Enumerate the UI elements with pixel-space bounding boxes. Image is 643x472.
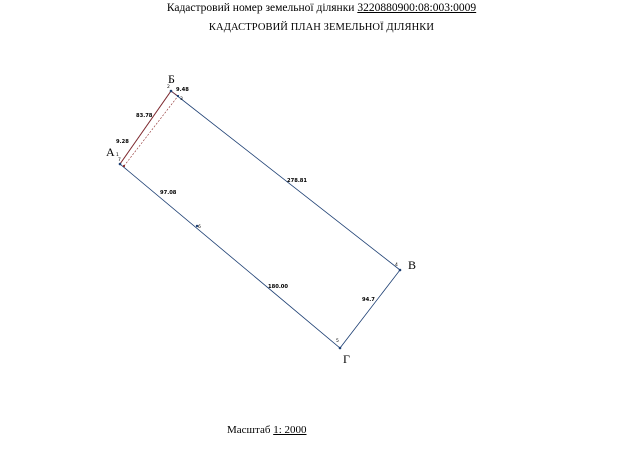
corner-label-g: Г xyxy=(343,352,350,366)
point-marker-5 xyxy=(339,347,342,350)
inner-strip-line xyxy=(124,96,178,166)
point-marker-3 xyxy=(177,95,179,97)
corner-label-v: В xyxy=(408,258,417,272)
point-number-1: 1 xyxy=(116,153,119,158)
dimension-v-g: 94.7 xyxy=(362,297,375,303)
parcel-boundary xyxy=(120,91,400,348)
point-number-5: 5 xyxy=(336,339,339,344)
dimension-a-g-lower: 180.00 xyxy=(268,284,289,290)
corner-label-a: А xyxy=(106,145,115,159)
cadastral-label: Кадастровий номер земельної ділянки xyxy=(166,2,355,14)
point-marker-7 xyxy=(123,165,125,167)
dimension-b-v: 278.81 xyxy=(287,178,308,184)
point-marker-2 xyxy=(170,90,173,93)
point-number-2: 2 xyxy=(167,85,170,90)
point-marker-1 xyxy=(119,163,122,166)
point-number-4: 4 xyxy=(395,263,398,268)
point-number-6: 6 xyxy=(198,225,201,230)
scale-line xyxy=(227,424,307,436)
point-number-3: 3 xyxy=(180,97,183,102)
dimension-b-top: 9.48 xyxy=(176,87,189,93)
dimension-a-b-outer: 9.28 xyxy=(116,139,129,145)
point-number-7: 7 xyxy=(118,158,121,163)
plan-title: КАДАСТРОВИЙ ПЛАН ЗЕМЕЛЬНОЇ ДІЛЯНКИ xyxy=(208,22,435,33)
edge-a-b xyxy=(120,91,171,164)
cadastral-number: 3220880900:08:003:0009 xyxy=(357,2,477,14)
dimension-a-g-upper: 97.08 xyxy=(160,190,177,196)
point-marker-4 xyxy=(399,269,402,272)
corner-label-b: Б xyxy=(168,72,175,86)
dimension-inner-strip: 83.78 xyxy=(136,113,153,119)
scale-value: 1: 2000 xyxy=(273,424,307,436)
scale-label: Масштаб xyxy=(227,424,271,436)
